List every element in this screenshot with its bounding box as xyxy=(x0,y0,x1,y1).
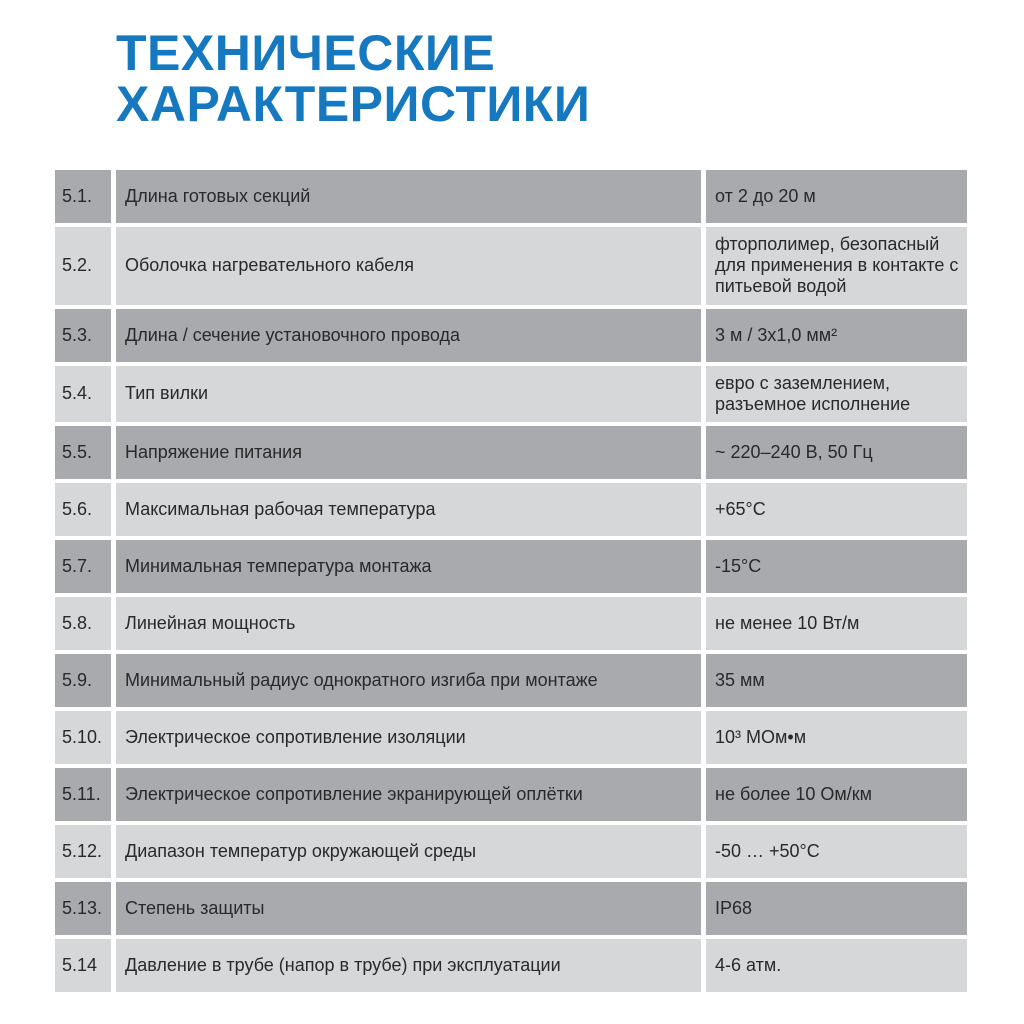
table-row xyxy=(55,768,967,821)
table-row xyxy=(55,483,967,536)
specs-table xyxy=(55,170,967,992)
parameter-cell: Длина / сечение установочного провода xyxy=(116,309,701,362)
row-number-cell: 5.10. xyxy=(55,711,111,764)
value-cell: 35 мм xyxy=(706,654,967,707)
row-number-cell: 5.12. xyxy=(55,825,111,878)
parameter-cell: Электрическое сопротивление изоляции xyxy=(116,711,701,764)
table-row xyxy=(55,654,967,707)
parameter-cell: Степень защиты xyxy=(116,882,701,935)
table-row xyxy=(55,227,967,305)
value-cell: не менее 10 Вт/м xyxy=(706,597,967,650)
value-cell: 10³ МОм•м xyxy=(706,711,967,764)
row-number-cell: 5.13. xyxy=(55,882,111,935)
parameter-cell: Линейная мощность xyxy=(116,597,701,650)
value-cell: 3 м / 3х1,0 мм² xyxy=(706,309,967,362)
value-cell: ~ 220–240 В, 50 Гц xyxy=(706,426,967,479)
parameter-cell: Оболочка нагревательного кабеля xyxy=(116,227,701,305)
table-row xyxy=(55,540,967,593)
row-number-cell: 5.4. xyxy=(55,366,111,422)
parameter-cell: Длина готовых секций xyxy=(116,170,701,223)
row-number-cell: 5.11. xyxy=(55,768,111,821)
parameter-cell: Минимальная температура монтажа xyxy=(116,540,701,593)
value-cell: 4-6 атм. xyxy=(706,939,967,992)
value-cell: евро с заземлением, разъемное исполнение xyxy=(706,366,967,422)
table-row xyxy=(55,825,967,878)
table-row xyxy=(55,597,967,650)
page-title-line1: ТЕХНИЧЕСКИЕ xyxy=(116,25,496,81)
table-row xyxy=(55,309,967,362)
parameter-cell: Минимальный радиус однократного изгиба при монтаже xyxy=(116,654,701,707)
value-cell: +65°С xyxy=(706,483,967,536)
row-number-cell: 5.14 xyxy=(55,939,111,992)
parameter-cell: Напряжение питания xyxy=(116,426,701,479)
value-cell: от 2 до 20 м xyxy=(706,170,967,223)
table-row xyxy=(55,882,967,935)
table-row xyxy=(55,366,967,422)
value-cell: фторполимер, безопасный для применения в контакте с питьевой водой xyxy=(706,227,967,305)
row-number-cell: 5.1. xyxy=(55,170,111,223)
page-title-line2: ХАРАКТЕРИСТИКИ xyxy=(116,76,591,132)
table-row xyxy=(55,426,967,479)
table-row xyxy=(55,939,967,992)
table-row xyxy=(55,170,967,223)
parameter-cell: Давление в трубе (напор в трубе) при эксплуатации xyxy=(116,939,701,992)
row-number-cell: 5.8. xyxy=(55,597,111,650)
row-number-cell: 5.9. xyxy=(55,654,111,707)
value-cell: -15°С xyxy=(706,540,967,593)
table-row xyxy=(55,711,967,764)
value-cell: не более 10 Ом/км xyxy=(706,768,967,821)
value-cell: -50 … +50°С xyxy=(706,825,967,878)
parameter-cell: Максимальная рабочая температура xyxy=(116,483,701,536)
row-number-cell: 5.5. xyxy=(55,426,111,479)
parameter-cell: Диапазон температур окружающей среды xyxy=(116,825,701,878)
row-number-cell: 5.2. xyxy=(55,227,111,305)
value-cell: IP68 xyxy=(706,882,967,935)
row-number-cell: 5.3. xyxy=(55,309,111,362)
parameter-cell: Электрическое сопротивление экранирующей оплётки xyxy=(116,768,701,821)
page-title xyxy=(116,25,591,132)
row-number-cell: 5.7. xyxy=(55,540,111,593)
row-number-cell: 5.6. xyxy=(55,483,111,536)
parameter-cell: Тип вилки xyxy=(116,366,701,422)
